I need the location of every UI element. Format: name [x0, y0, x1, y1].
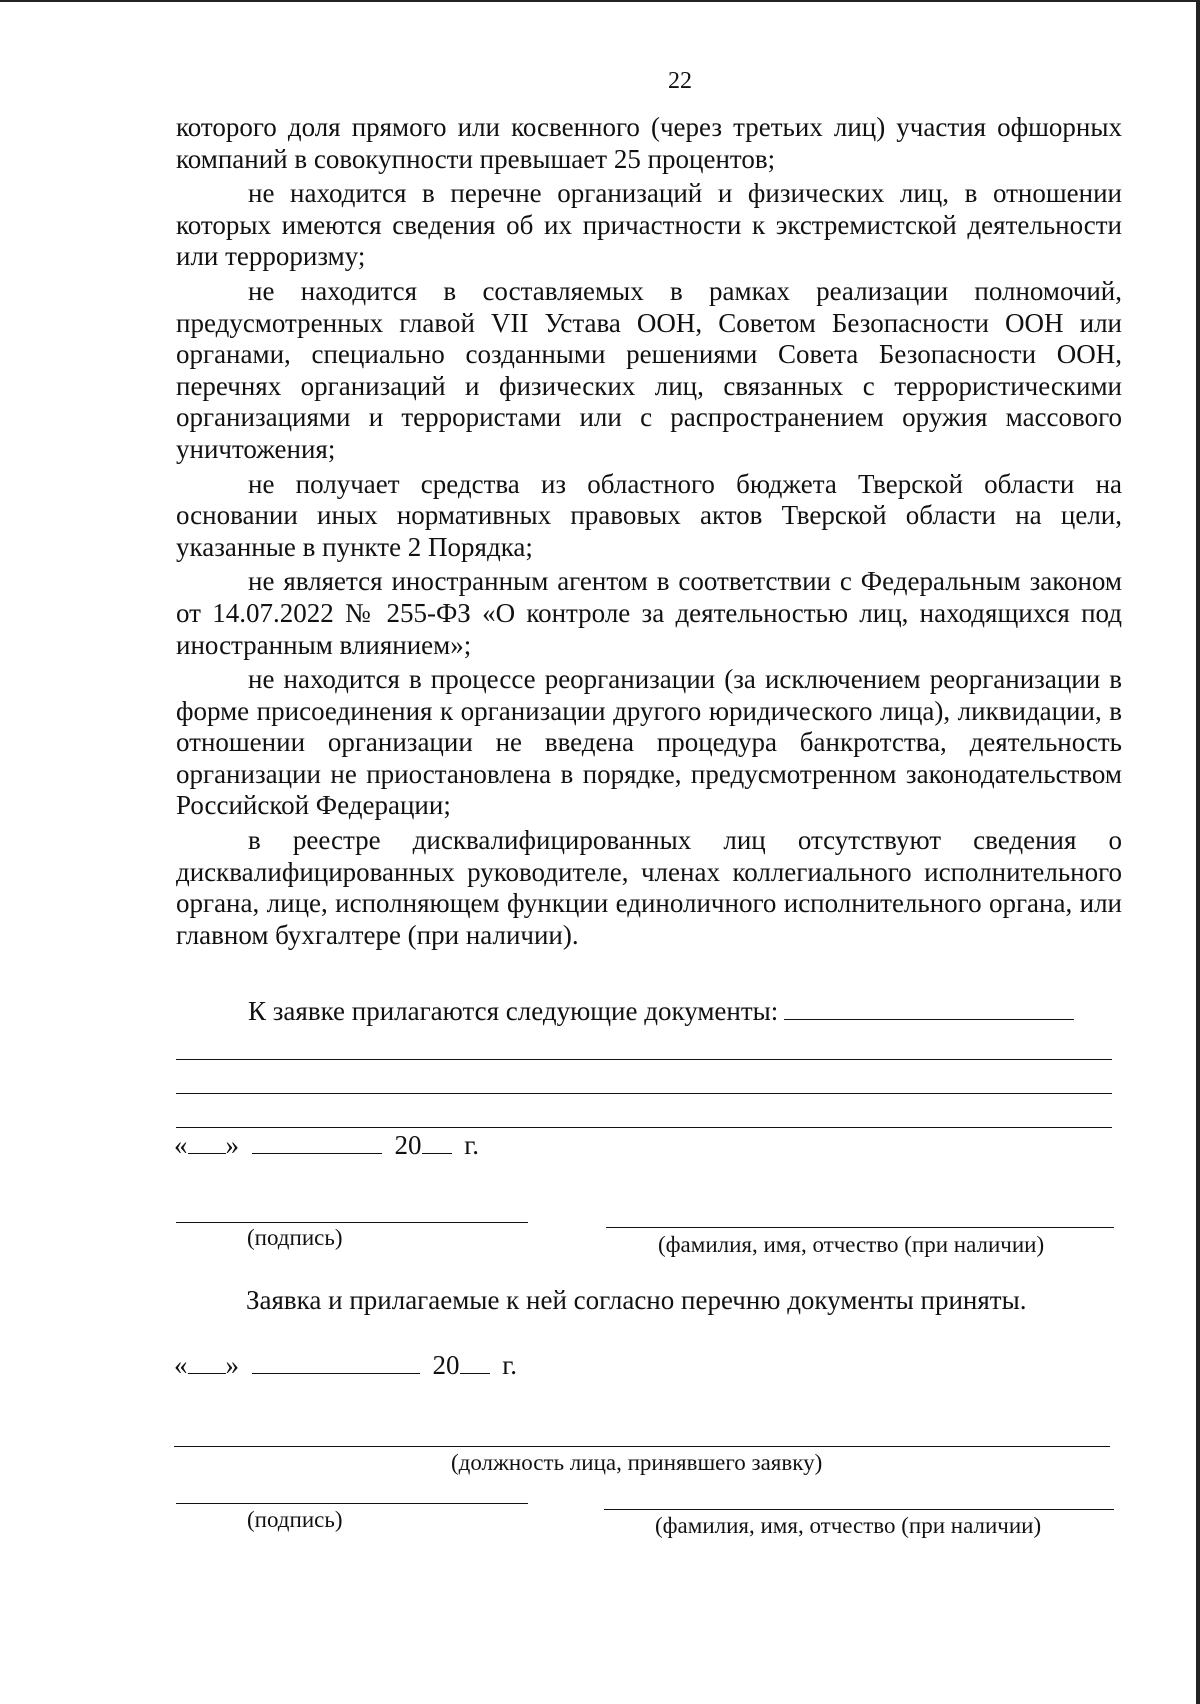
attachments-blank-line-3[interactable] — [176, 1093, 1112, 1094]
signature1-caption: (подпись) — [247, 1225, 343, 1250]
date-field-1 — [174, 1130, 479, 1161]
name2-caption: (фамилия, имя, отчество (при наличии) — [655, 1513, 1042, 1538]
signature2-caption: (подпись) — [247, 1507, 343, 1532]
attachments-blank-line[interactable] — [784, 997, 1074, 1020]
paragraph-extremism: не находится в перечне организаций и физических лиц, в отношении которых имеются сведения об их причастности к экстремистской деятельности или терроризму; — [176, 178, 1122, 272]
paragraph-disqualified: в реестре дисквалифицированных лиц отсутствуют сведения о дисквалифицированных руководителе, членах коллегиального исполнительного органа, лице, исполняющем функции единоличного исполнительного органа, или главном бухгалтере (при наличии). — [176, 825, 1122, 950]
page-number: 22 — [668, 68, 692, 94]
date2-day-blank[interactable] — [188, 1351, 226, 1374]
attachments-block — [176, 996, 1122, 1027]
name1-line[interactable] — [606, 1227, 1114, 1228]
date1-year-blank[interactable] — [422, 1131, 452, 1154]
date2-year-prefix: 20 — [432, 1350, 460, 1380]
name2-line[interactable] — [604, 1509, 1114, 1510]
date2-open-quote: « — [174, 1350, 188, 1380]
date2-year-blank[interactable] — [460, 1351, 490, 1374]
date1-close-quote: » — [225, 1130, 239, 1160]
position-caption: (должность лица, принявшего заявку) — [451, 1450, 823, 1475]
name1-caption: (фамилия, имя, отчество (при наличии) — [658, 1232, 1045, 1257]
signature2-line[interactable] — [176, 1503, 528, 1504]
paragraph-foreign-agent: не является иностранным агентом в соответствии с Федеральным законом от 14.07.2022 № 255-ФЗ «О контроле за деятельностью лиц, находящихся под иностранным влиянием»; — [176, 566, 1122, 660]
date1-month-blank[interactable] — [252, 1131, 382, 1154]
date1-day-blank[interactable] — [188, 1131, 226, 1154]
conditions-text — [176, 112, 1122, 954]
attachments-blank-line-2[interactable] — [176, 1059, 1112, 1060]
date1-year-prefix: 20 — [394, 1130, 422, 1160]
date2-month-blank[interactable] — [252, 1351, 420, 1374]
paragraph-offshore: которого доля прямого или косвенного (через третьих лиц) участия офшорных компаний в совокупности превышает 25 процентов; — [176, 112, 1122, 174]
paragraph-un-lists: не находится в составляемых в рамках реализации полномочий, предусмотренных главой VII Устава ООН, Советом Безопасности ООН или органами, специально созданными решениями Совета Безопасности ООН, перечнях организаций и физических лиц, связанных с террористическими организациями и террористами или с распространением оружия массового уничтожения; — [176, 275, 1122, 464]
date-field-2 — [174, 1350, 517, 1381]
accepted-statement: Заявка и прилагаемые к ней согласно перечню документы приняты. — [246, 1285, 1027, 1315]
attachments-label: К заявке прилагаются следующие документы: — [248, 996, 779, 1026]
date1-open-quote: « — [174, 1130, 188, 1160]
date1-year-suffix: г. — [464, 1130, 480, 1160]
signature1-line[interactable] — [176, 1222, 528, 1223]
attachments-blank-line-4[interactable] — [176, 1127, 1112, 1128]
scan-top-edge — [0, 0, 1200, 2]
date2-year-suffix: г. — [502, 1350, 518, 1380]
position-line[interactable] — [174, 1446, 1110, 1447]
paragraph-reorganization: не находится в процессе реорганизации (за исключением реорганизации в форме присоединения к организации другого юридического лица), ликвидации, в отношении организации не введена процедура банкротства, деятельность организации не приостановлена в порядке, предусмотренном законодательством Российской Федерации; — [176, 664, 1122, 821]
scan-right-edge — [1196, 0, 1200, 1704]
date2-close-quote: » — [225, 1350, 239, 1380]
paragraph-budget: не получает средства из областного бюджета Тверской области на основании иных нормативных правовых актов Тверской области на цели, указанные в пункте 2 Порядка; — [176, 468, 1122, 562]
